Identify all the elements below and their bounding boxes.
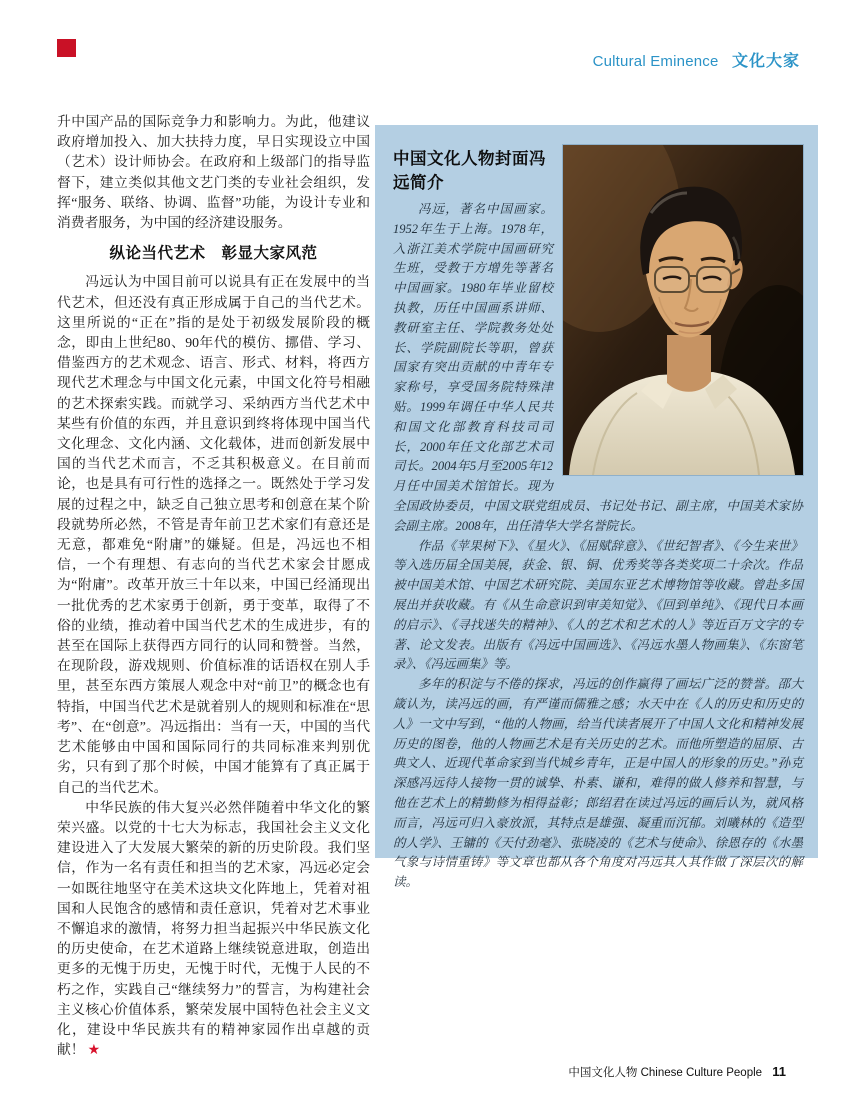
article-paragraph-2: 冯远认为中国目前可以说具有正在发展中的当代艺术，但还没有真正形成属于自己的当代艺术。这里所说的“正在”指的是处于初级发展阶段的概念，即由上世纪80、90年代的模仿、挪借、学习、借鉴西方的艺术观念、语言、形式、材料，将西方现代艺术理念与中国文化元素，中国文化符号相融的艺术探索实践。而就学习、采纳西方当代艺术中某些有价值的东西，并且意识到终将体现中国当代文化理念、文化内涵、文化载体，进而创新发展中国的当代艺术而言，不乏其积极意义。在目前而论，也是具有可行性的选择之一。既然处于学习发展的过程之中，缺乏自己独立思考和创意在某个阶段就势所必然，不管是青年前卫艺术家们有意还是无意，都难免“附庸”的嫌疑。但是，冯远也不相信，一个有理想、有志向的当代艺术家会甘愿成为“附庸”。改革开放三十年以来，中国已经涌现出一批优秀的艺术家勇于创新，勇于变革，取得了不俗的业绩，推动着中国当代艺术的生成进步，有的甚至在国际上获得西方同行的认同和赞誉。当然，在现阶段，游戏规则、价值标准的话语权在别人手里，甚至东西方策展人观念中对“前卫”的概念也有特指，中国当代艺术是就着别人的规则和标准在“思考”、在“创意”。冯远指出：当有一天，中国的当代艺术能够由中国和国际同行的共同标准来判别优劣，只有到了那个时候，中国才能算有了真正属于自己的当代艺术。 [57,274,370,795]
profile-box [375,125,818,890]
page-number: 11 [772,1064,786,1079]
article-paragraph-3-text: 中华民族的伟大复兴必然伴随着中华文化的繁荣兴盛。以党的十七大为标志，我国社会主义文化建设进入了大发展大繁荣的新的历史阶段。我们坚信，作为一名有责任和担当的艺术家，冯远必定会一如既往地坚守在美术这块文化阵地上，凭着对祖国和人民饱含的感情和责任意识，凭着对艺术事业不懈追求的激情，将努力担当起振兴中华民族文化的历史使命，在艺术道路上继续锐意进取，创造出更多的无愧于历史，无愧于时代，无愧于人民的不朽之作，实践自己“继续努力”的誓言，为构建社会主义核心价值体系，繁荣发展中国特色社会主义文化，建设中华民族共有的精神家园作出卓越的贡献！ [57,799,370,1058]
article-column [57,112,370,1061]
article-lead-paragraph: 升中国产品的国际竞争力和影响力。为此，他建议政府增加投入、加大扶持力度，早日实现设立中国（艺术）设计师协会。在政府和上级部门的指导监督下，建立类似其他文艺门类的专业社会组织，发挥“服务、联络、协调、监督”功能，为设计专业和消费者服务，为中国的经济建设服务。 [57,114,370,231]
end-star-icon: ★ [87,1043,101,1059]
portrait-illustration [563,145,803,475]
footer-english-label: Chinese Culture People [640,1067,763,1079]
page-footer [568,1064,786,1080]
profile-paragraph-2: 作品《苹果树下》、《星火》、《屈赋辞意》、《世纪智者》、《今生来世》等入选历届全国美展，获金、银、铜、优秀奖等各类奖项二十余次。作品被中国美术馆、中国艺术研究院、美国东亚艺术博物馆等收藏。曾赴多国展出并获收藏。有《从生命意识到审美知觉》、《回到单纯》、《现代日本画的启示》、《寻找迷失的精神》、《人的艺术和艺术的人》等近百万文字的专著、论文发表。出版有《冯远中国画选》、《冯远水墨人物画集》、《东窗笔录》、《冯远画集》等。 [393,538,803,672]
page-header [593,48,800,71]
article-section-heading: 纵论当代艺术 彰显大家风范 [109,245,318,263]
article-paragraph-3 [57,798,370,1062]
red-corner-marker [57,39,76,57]
profile-paragraph-1: 冯远，著名中国画家。1952年生于上海。1978年，入浙江美术学院中国画研究生班，受教于方增先等著名中国画家。1980年毕业留校执教，历任中国画系讲师、教研室主任、学院教务处处长、学院副院长等职，曾获国家有突出贡献的中青年专家称号，享受国务院特殊津贴。1999年调任中华人民共和国文化部教育科技司司长，2000年任文化部艺术司司长。2004年5月至2005年12月任中国美术馆馆长。现为全国政协委员，中国文联党组成员、书记处书记、副主席，中国美术家协会副主席。2008年，出任清华大学名誉院长。 [393,202,803,533]
profile-title: 中国文化人物封面冯远简介 [393,150,546,192]
portrait-photo [563,145,803,475]
profile-paragraph-3: 多年的积淀与不倦的探求，冯远的创作赢得了画坛广泛的赞誉。邵大箴认为，读冯远的画，有严谨而儒雅之感；水天中在《人的历史和历史的人》一文中写到，“他的人物画，给当代读者展开了中国人文化和精神发展历史的图卷，他的人物画艺术是有关历史的艺术。而他所塑造的屈原、古典文人、近现代革命家到当代城乡青年，正是中国人的形象的历史。”孙克深感冯远待人接物一贯的诚挚、朴素、谦和，难得的做人修养和智慧，与他在艺术上的精勤修为相得益彰；郎绍君在读过冯远的画后认为，就风格而言，冯远可归入豪放派，其特点是雄强、凝重而沉郁。刘曦林的《造型的人学》、王镛的《天付劲毫》、张晓凌的《艺术与使命》、徐恩存的《水墨气象与诗情重铸》等文章也都从各个角度对冯远其人其作做了深层次的解读。 [393,677,803,890]
footer-chinese-label: 中国文化人物 [568,1067,638,1079]
header-chinese-label: 文化大家 [731,53,800,70]
header-english-label: Cultural Eminence [592,53,719,70]
